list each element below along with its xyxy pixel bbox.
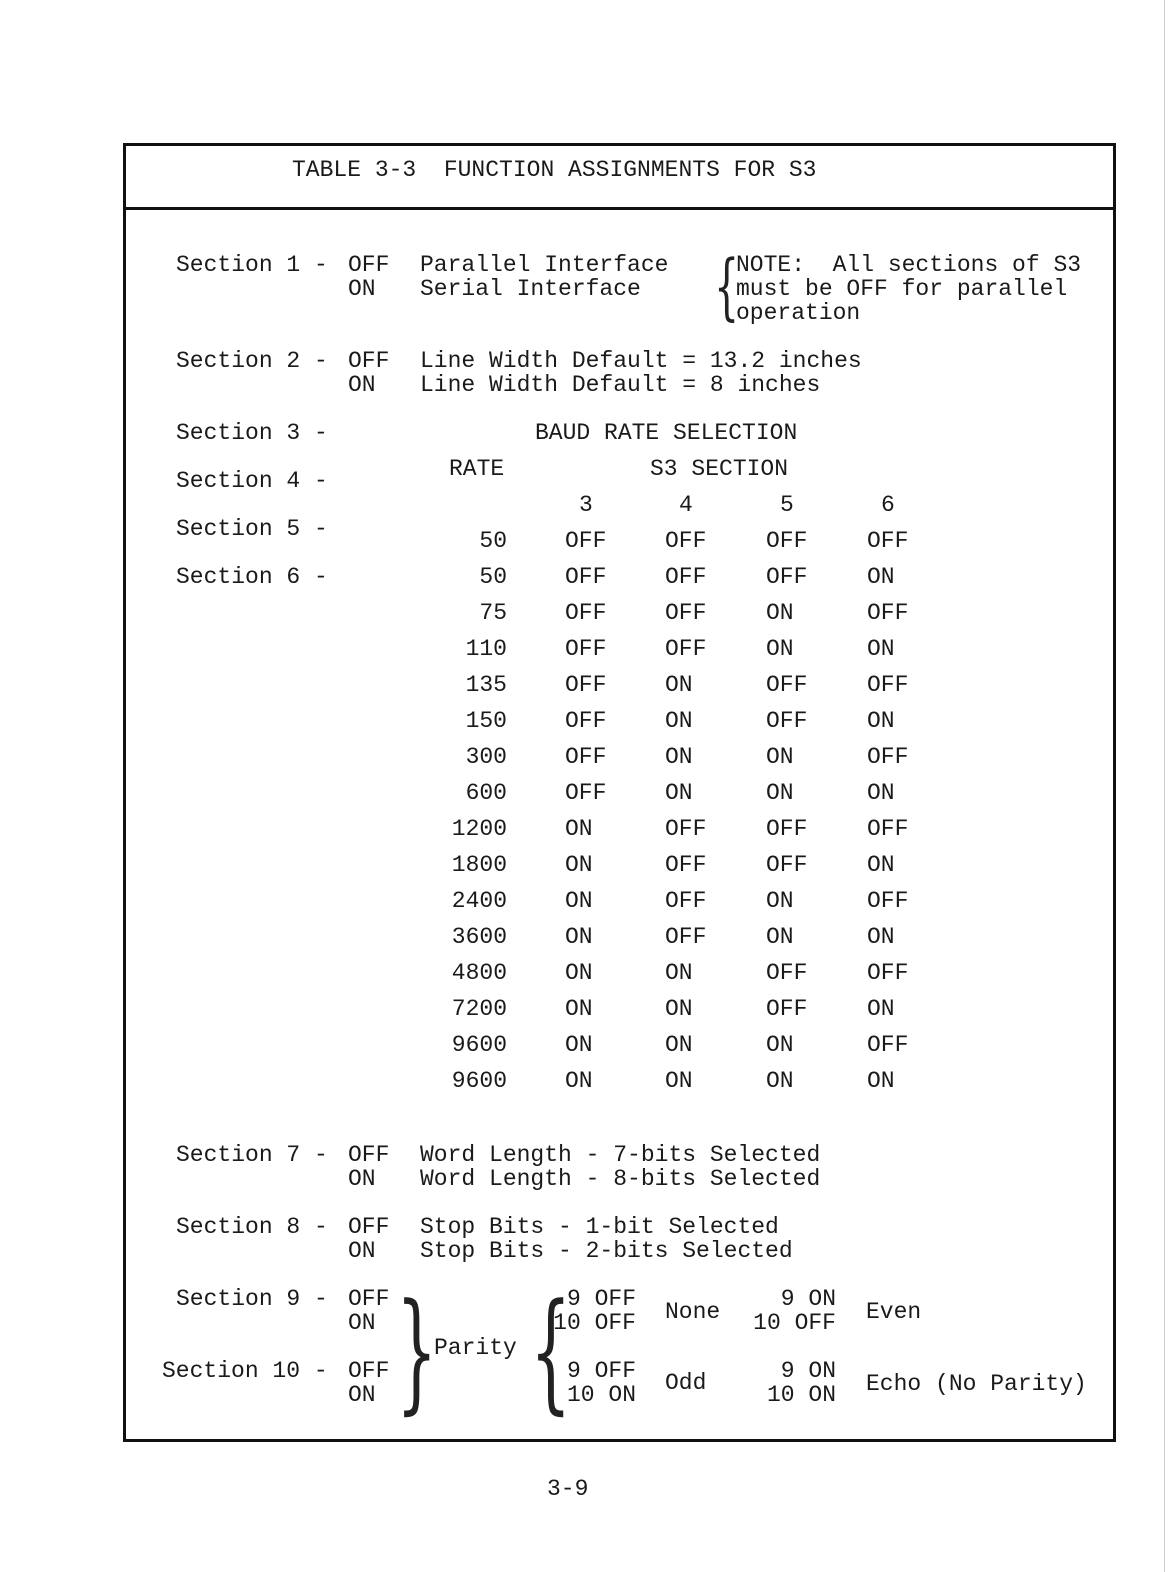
baud-rate-value: 3600: [451, 924, 507, 950]
parity-none-name: None: [665, 1299, 721, 1325]
section-2-label: Section 2 -: [176, 348, 328, 374]
baud-switch-cell: OFF: [766, 960, 808, 986]
section-7-off: OFF: [348, 1142, 390, 1168]
section-10-on: ON: [348, 1382, 376, 1408]
section-1-off: OFF: [348, 252, 390, 278]
baud-switch-cell: ON: [766, 1032, 794, 1058]
baud-switch-cell: ON: [665, 960, 693, 986]
baud-switch-cell: OFF: [766, 672, 808, 698]
baud-rate-value: 1200: [451, 816, 507, 842]
baud-switch-cell: OFF: [867, 672, 909, 698]
baud-switch-cell: ON: [665, 996, 693, 1022]
parity-odd-b: 10 ON: [566, 1382, 636, 1408]
baud-switch-cell: OFF: [565, 744, 607, 770]
baud-switch-cell: OFF: [665, 636, 707, 662]
title-divider: [123, 207, 1116, 210]
parity-odd-a: 9 OFF: [566, 1358, 636, 1384]
section-2-on-desc: Line Width Default = 8 inches: [420, 372, 821, 398]
baud-switch-cell: ON: [867, 636, 895, 662]
baud-rate-value: 75: [479, 600, 507, 626]
section-2-off-desc: Line Width Default = 13.2 inches: [420, 348, 862, 374]
baud-switch-cell: OFF: [867, 744, 909, 770]
baud-switch-cell: OFF: [766, 816, 808, 842]
baud-switch-cell: OFF: [867, 888, 909, 914]
baud-switch-cell: OFF: [665, 600, 707, 626]
baud-switch-cell: ON: [565, 888, 593, 914]
baud-switch-cell: ON: [766, 1068, 794, 1094]
section-8-on: ON: [348, 1238, 376, 1264]
section-2-on: ON: [348, 372, 376, 398]
baud-switch-cell: OFF: [665, 816, 707, 842]
section-9-off: OFF: [348, 1286, 390, 1312]
baud-switch-cell: ON: [766, 924, 794, 950]
baud-switch-cell: OFF: [565, 600, 607, 626]
baud-switch-cell: OFF: [665, 924, 707, 950]
baud-rate-value: 50: [479, 528, 507, 554]
section-1-on-desc: Serial Interface: [420, 276, 641, 302]
note-line-1: NOTE: All sections of S3: [736, 252, 1082, 278]
baud-col-6: 6: [881, 492, 895, 518]
baud-switch-cell: OFF: [766, 996, 808, 1022]
baud-rate-value: 135: [465, 672, 507, 698]
baud-switch-cell: ON: [766, 600, 794, 626]
baud-switch-cell: ON: [665, 780, 693, 806]
baud-switch-cell: OFF: [766, 708, 808, 734]
baud-switch-cell: OFF: [565, 636, 607, 662]
section-6-label: Section 6 -: [176, 564, 328, 590]
baud-switch-cell: ON: [565, 924, 593, 950]
baud-switch-cell: OFF: [665, 564, 707, 590]
baud-switch-cell: OFF: [665, 528, 707, 554]
baud-switch-cell: ON: [665, 744, 693, 770]
section-10-off: OFF: [348, 1358, 390, 1384]
baud-switch-cell: OFF: [565, 672, 607, 698]
baud-section-header: S3 SECTION: [650, 456, 789, 482]
baud-switch-cell: OFF: [766, 852, 808, 878]
page-edge: [1164, 0, 1165, 1572]
note-line-3: operation: [736, 300, 861, 326]
baud-switch-cell: ON: [766, 780, 794, 806]
section-7-off-desc: Word Length - 7-bits Selected: [420, 1142, 821, 1168]
section-8-off: OFF: [348, 1214, 390, 1240]
baud-switch-cell: ON: [665, 708, 693, 734]
baud-switch-cell: ON: [565, 1032, 593, 1058]
parity-echo-a: 9 ON: [780, 1358, 836, 1384]
section-3-label: Section 3 -: [176, 420, 328, 446]
baud-rate-value: 9600: [451, 1068, 507, 1094]
parity-odd-name: Odd: [665, 1370, 707, 1396]
section-4-label: Section 4 -: [176, 468, 328, 494]
baud-switch-cell: ON: [665, 1032, 693, 1058]
parity-even-b: 10 OFF: [753, 1310, 836, 1336]
baud-col-5: 5: [780, 492, 794, 518]
baud-switch-cell: OFF: [665, 888, 707, 914]
sections-close-brace-icon: }: [396, 1275, 438, 1427]
section-7-on: ON: [348, 1166, 376, 1192]
page-number: 3-9: [547, 1476, 589, 1502]
baud-switch-cell: OFF: [565, 564, 607, 590]
baud-rate-value: 1800: [451, 852, 507, 878]
section-1-label: Section 1 -: [176, 252, 328, 278]
section-1-off-desc: Parallel Interface: [420, 252, 669, 278]
baud-switch-cell: OFF: [867, 1032, 909, 1058]
parity-label: Parity: [434, 1335, 517, 1361]
baud-switch-cell: ON: [665, 1068, 693, 1094]
note-brace-icon: {: [714, 244, 740, 328]
parity-open-brace-icon: {: [530, 1275, 572, 1427]
section-9-label: Section 9 -: [176, 1286, 328, 1312]
baud-switch-cell: ON: [867, 1068, 895, 1094]
baud-switch-cell: ON: [867, 564, 895, 590]
baud-switch-cell: ON: [867, 924, 895, 950]
parity-echo-name: Echo (No Parity): [866, 1371, 1087, 1397]
baud-switch-cell: OFF: [766, 564, 808, 590]
section-2-off: OFF: [348, 348, 390, 374]
baud-switch-cell: OFF: [867, 960, 909, 986]
baud-switch-cell: ON: [766, 888, 794, 914]
baud-rate-value: 4800: [451, 960, 507, 986]
baud-rate-value: 7200: [451, 996, 507, 1022]
baud-switch-cell: ON: [867, 852, 895, 878]
parity-none-a: 9 OFF: [566, 1286, 636, 1312]
baud-switch-cell: ON: [565, 996, 593, 1022]
parity-none-b: 10 OFF: [553, 1310, 636, 1336]
section-8-off-desc: Stop Bits - 1-bit Selected: [420, 1214, 779, 1240]
baud-switch-cell: OFF: [867, 816, 909, 842]
section-5-label: Section 5 -: [176, 516, 328, 542]
section-7-on-desc: Word Length - 8-bits Selected: [420, 1166, 821, 1192]
baud-switch-cell: OFF: [565, 780, 607, 806]
baud-rate-value: 110: [465, 636, 507, 662]
baud-title: BAUD RATE SELECTION: [535, 420, 798, 446]
baud-switch-cell: OFF: [867, 528, 909, 554]
baud-rate-value: 2400: [451, 888, 507, 914]
baud-switch-cell: ON: [867, 708, 895, 734]
section-8-on-desc: Stop Bits - 2-bits Selected: [420, 1238, 793, 1264]
parity-even-name: Even: [866, 1299, 922, 1325]
section-9-on: ON: [348, 1310, 376, 1336]
baud-switch-cell: OFF: [766, 528, 808, 554]
baud-col-3: 3: [579, 492, 593, 518]
section-7-label: Section 7 -: [176, 1142, 328, 1168]
baud-switch-cell: ON: [565, 852, 593, 878]
baud-rate-value: 50: [479, 564, 507, 590]
table-title: TABLE 3-3 FUNCTION ASSIGNMENTS FOR S3: [292, 157, 817, 183]
baud-switch-cell: OFF: [665, 852, 707, 878]
baud-switch-cell: OFF: [565, 528, 607, 554]
baud-switch-cell: ON: [766, 744, 794, 770]
baud-rate-value: 600: [465, 780, 507, 806]
section-8-label: Section 8 -: [176, 1214, 328, 1240]
parity-echo-b: 10 ON: [766, 1382, 836, 1408]
baud-switch-cell: ON: [565, 816, 593, 842]
note-line-2: must be OFF for parallel: [736, 276, 1068, 302]
baud-col-4: 4: [679, 492, 693, 518]
baud-switch-cell: ON: [565, 960, 593, 986]
baud-rate-value: 300: [465, 744, 507, 770]
baud-switch-cell: ON: [766, 636, 794, 662]
section-1-on: ON: [348, 276, 376, 302]
section-10-label: Section 10 -: [162, 1358, 328, 1384]
baud-rate-value: 9600: [451, 1032, 507, 1058]
baud-switch-cell: ON: [565, 1068, 593, 1094]
parity-even-a: 9 ON: [780, 1286, 836, 1312]
baud-switch-cell: ON: [867, 996, 895, 1022]
baud-switch-cell: OFF: [867, 600, 909, 626]
baud-switch-cell: ON: [867, 780, 895, 806]
baud-switch-cell: ON: [665, 672, 693, 698]
baud-rate-header: RATE: [449, 456, 505, 482]
baud-switch-cell: OFF: [565, 708, 607, 734]
baud-rate-value: 150: [465, 708, 507, 734]
